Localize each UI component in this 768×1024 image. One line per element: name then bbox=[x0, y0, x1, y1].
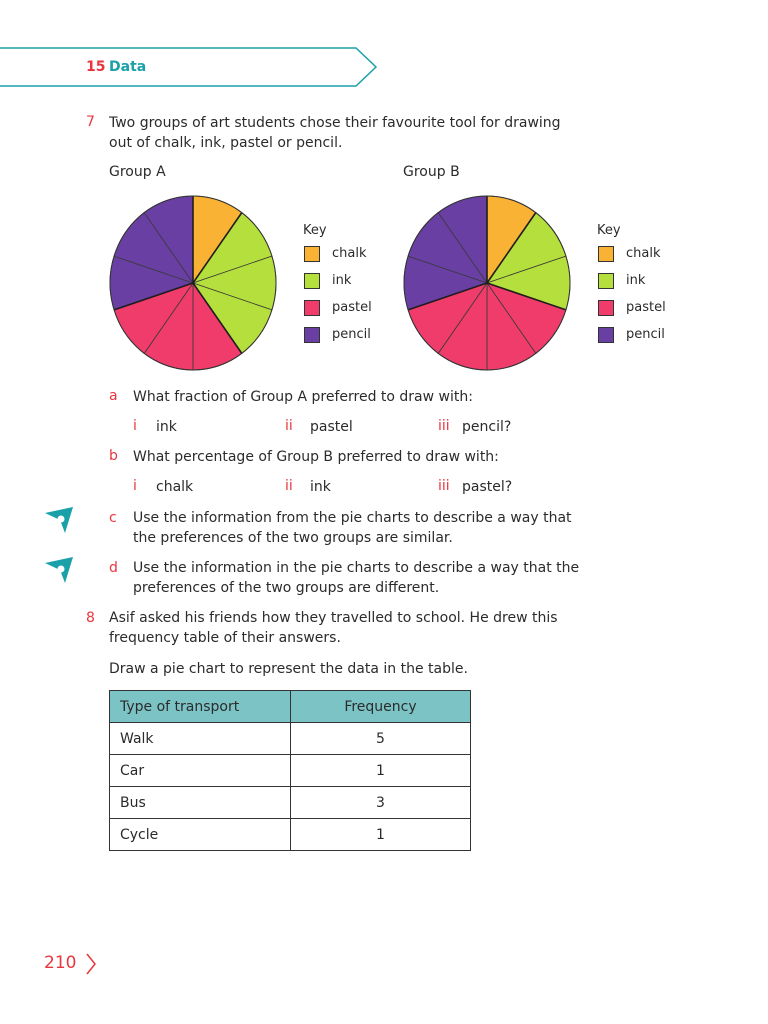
table-header-frequency: Frequency bbox=[291, 691, 471, 723]
question-7-text bbox=[109, 113, 561, 153]
table-cell-frequency: 1 bbox=[291, 819, 471, 851]
table-cell-transport: Bus bbox=[110, 787, 291, 819]
key-group-a bbox=[303, 223, 393, 353]
key-label: ink bbox=[626, 273, 646, 288]
table-row bbox=[110, 723, 471, 755]
part-b-ii-label: ii bbox=[285, 478, 293, 494]
key-label: pastel bbox=[626, 300, 666, 315]
key-group-b bbox=[597, 223, 687, 353]
part-a-ii-text: pastel bbox=[310, 419, 353, 435]
part-b-label: b bbox=[109, 448, 118, 464]
question-8-number: 8 bbox=[86, 610, 95, 626]
key-title: Key bbox=[597, 223, 621, 238]
chalk-swatch bbox=[304, 246, 320, 262]
part-a-ii-label: ii bbox=[285, 418, 293, 434]
pastel-swatch bbox=[598, 300, 614, 316]
pencil-swatch bbox=[598, 327, 614, 343]
table-row bbox=[110, 755, 471, 787]
pie-chart-group-a bbox=[107, 194, 279, 372]
part-a-label: a bbox=[109, 388, 118, 404]
question-8-line-2: frequency table of their answers. bbox=[109, 630, 341, 646]
table-cell-frequency: 3 bbox=[291, 787, 471, 819]
part-d-label: d bbox=[109, 560, 118, 576]
question-7-number: 7 bbox=[86, 114, 95, 130]
pencil-swatch bbox=[304, 327, 320, 343]
table-header-transport: Type of transport bbox=[110, 691, 291, 723]
table-cell-transport: Walk bbox=[110, 723, 291, 755]
chapter-header bbox=[0, 46, 380, 88]
key-label: ink bbox=[332, 273, 352, 288]
part-b-i-label: i bbox=[133, 478, 137, 494]
question-8-text bbox=[109, 608, 558, 648]
pastel-swatch bbox=[304, 300, 320, 316]
group-a-title: Group A bbox=[109, 164, 166, 180]
chapter-number: 15 bbox=[86, 59, 106, 75]
part-c-label: c bbox=[109, 510, 117, 526]
key-label: pencil bbox=[332, 327, 371, 342]
part-d-line-1: Use the information in the pie charts to describe a way that the bbox=[133, 560, 580, 576]
part-a-iii-label: iii bbox=[438, 418, 450, 434]
key-label: chalk bbox=[626, 246, 661, 261]
ink-swatch bbox=[598, 273, 614, 289]
table-row bbox=[110, 819, 471, 851]
part-b-i-text: chalk bbox=[156, 479, 194, 495]
ink-swatch bbox=[304, 273, 320, 289]
page-number: 210 bbox=[44, 953, 77, 973]
part-c-text bbox=[133, 508, 572, 548]
group-b-title: Group B bbox=[403, 164, 460, 180]
part-b-iii-label: iii bbox=[438, 478, 450, 494]
part-b-iii-text: pastel? bbox=[462, 479, 513, 495]
table-header-row bbox=[110, 691, 471, 723]
reasoning-arrow-icon bbox=[43, 505, 75, 535]
question-8-instruction: Draw a pie chart to represent the data in the table. bbox=[109, 661, 468, 677]
part-d-text bbox=[133, 558, 579, 598]
part-b-text: What percentage of Group B preferred to draw with: bbox=[133, 449, 499, 465]
question-7-line-1: Two groups of art students chose their favourite tool for drawing bbox=[109, 115, 561, 131]
part-a-i-text: ink bbox=[156, 419, 177, 435]
chapter-title: Data bbox=[109, 59, 147, 75]
table-row bbox=[110, 787, 471, 819]
key-label: pencil bbox=[626, 327, 665, 342]
frequency-table bbox=[109, 690, 471, 851]
pie-chart-group-b bbox=[401, 194, 573, 372]
part-b-ii-text: ink bbox=[310, 479, 331, 495]
key-label: pastel bbox=[332, 300, 372, 315]
question-7-line-2: out of chalk, ink, pastel or pencil. bbox=[109, 135, 343, 151]
table-cell-frequency: 5 bbox=[291, 723, 471, 755]
key-title: Key bbox=[303, 223, 327, 238]
part-c-line-1: Use the information from the pie charts to describe a way that bbox=[133, 510, 572, 526]
header-arrow-shape bbox=[0, 46, 380, 88]
reasoning-arrow-icon bbox=[43, 555, 75, 585]
chalk-swatch bbox=[598, 246, 614, 262]
table-cell-transport: Cycle bbox=[110, 819, 291, 851]
part-d-line-2: preferences of the two groups are different. bbox=[133, 580, 440, 596]
key-label: chalk bbox=[332, 246, 367, 261]
table-cell-transport: Car bbox=[110, 755, 291, 787]
part-a-text: What fraction of Group A preferred to draw with: bbox=[133, 389, 473, 405]
question-8-line-1: Asif asked his friends how they travelled to school. He drew this bbox=[109, 610, 558, 626]
part-a-i-label: i bbox=[133, 418, 137, 434]
part-a-iii-text: pencil? bbox=[462, 419, 512, 435]
part-c-line-2: the preferences of the two groups are similar. bbox=[133, 530, 453, 546]
table-cell-frequency: 1 bbox=[291, 755, 471, 787]
next-page-chevron-icon bbox=[84, 952, 98, 976]
